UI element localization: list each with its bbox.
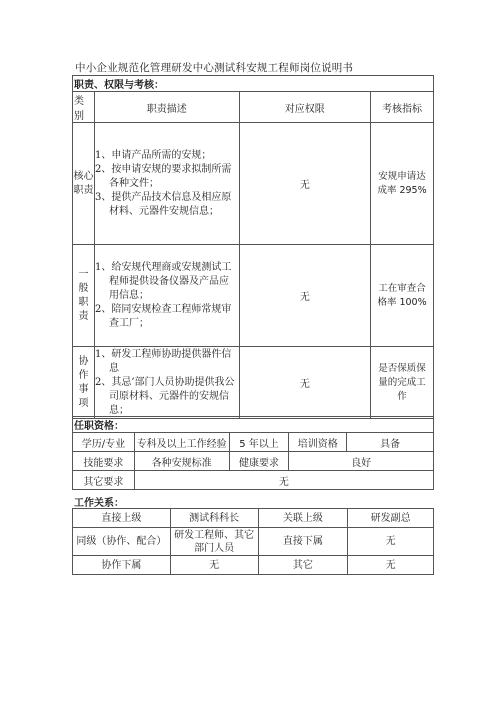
metric-text: 格率 100% [377, 296, 427, 308]
category-cell [73, 245, 95, 347]
category-text: 职责 [73, 184, 94, 196]
coop-sub-value: 无 [170, 556, 258, 575]
duty-row-core [73, 123, 434, 245]
metric-cell [371, 245, 434, 347]
metric-text: 成率 295% [377, 184, 427, 196]
authority-cell: 无 [239, 347, 371, 419]
relation-row-superior [73, 509, 434, 528]
category-text: 核心 [73, 170, 94, 182]
duties-section-label: 职责、权限与考核： [73, 76, 434, 92]
duty-item: 1、给安规代理商或安规测试工程师提供设备仪器及产品应用信息； [94, 261, 232, 301]
training-value: 具备 [347, 433, 434, 452]
category-header: 类别 [73, 92, 95, 123]
other-relation-value: 无 [348, 556, 434, 575]
duty-item: 3、提供产品技术信息及相应原材料、元器件安规信息； [94, 191, 232, 217]
edu-value: 专科及以上工作经验 [134, 433, 229, 452]
authority-cell: 无 [239, 123, 371, 245]
category-cell [73, 347, 95, 419]
health-label: 健康要求 [229, 452, 289, 471]
description-cell [94, 347, 239, 419]
duty-item: 2、按申请安规的要求拟制所需各种文件； [94, 163, 232, 189]
category-text: 一 [78, 268, 89, 280]
related-superior-label: 关联上级 [258, 509, 348, 528]
category-text: 事 [78, 383, 89, 395]
duty-item: 1、研发工程师协助提供器件信息 [94, 348, 232, 374]
relation-row-peer [73, 528, 434, 556]
category-text: 作 [78, 369, 89, 381]
superior-value: 测试科科长 [170, 509, 258, 528]
description-cell [94, 245, 239, 347]
category-text: 协 [78, 355, 89, 367]
metric-text: 工在审查合 [378, 282, 426, 294]
skill-value: 各种安规标准 [134, 452, 229, 471]
qual-row-education [73, 433, 434, 452]
subordinate-value: 无 [348, 528, 434, 556]
duty-item: 2、陪同安规检查工程师常规审查工厂； [94, 303, 232, 329]
authority-header: 对应权限 [239, 92, 371, 123]
metric-cell [371, 123, 434, 245]
description-header: 职责描述 [94, 92, 239, 123]
description-cell [94, 123, 239, 245]
related-superior-value: 研发副总 [348, 509, 434, 528]
other-relation-label: 其它 [258, 556, 348, 575]
subordinate-label: 直接下属 [258, 528, 348, 556]
duty-row-cooperation [73, 347, 434, 419]
relations-table [72, 508, 434, 575]
other-label: 其它要求 [73, 471, 135, 490]
metric-text: 是否保质保 [378, 362, 426, 374]
qualifications-table [72, 416, 434, 490]
duty-item: 2、其忌’部门人员协助提供我公司原材料、元器件的安规信息； [94, 376, 235, 416]
metric-header: 考核指标 [371, 92, 434, 123]
exp-value: 5 年以上 [229, 433, 289, 452]
category-cell [73, 123, 95, 245]
training-label: 培训资格 [289, 433, 347, 452]
category-text: 项 [78, 397, 89, 409]
metric-text: 安规申请达 [378, 170, 426, 182]
qual-row-other [73, 471, 434, 490]
skill-label: 技能要求 [73, 452, 135, 471]
metric-cell [371, 347, 434, 419]
category-text: 般 [78, 282, 89, 294]
duty-row-general [73, 245, 434, 347]
relation-row-coop [73, 556, 434, 575]
qual-row-skills [73, 452, 434, 471]
duty-item: 1、申请产品所需的安规； [94, 149, 212, 161]
health-value: 良好 [289, 452, 434, 471]
peer-value: 研发工程师、其它部门人员 [170, 528, 258, 556]
category-text: 职 [78, 296, 89, 308]
category-text: 责 [78, 310, 89, 322]
duties-table [72, 75, 434, 419]
quals-section-label: 任职资格： [73, 417, 434, 433]
superior-label: 直接上级 [73, 509, 171, 528]
document-title: 中小企业规范化管理研发中心测试科安规工程师岗位说明书 [75, 62, 354, 74]
edu-label: 学历/专业 [73, 433, 135, 452]
metric-text: 作 [397, 390, 407, 402]
authority-cell: 无 [239, 245, 371, 347]
metric-text: 量的完成工 [378, 376, 426, 388]
coop-sub-label: 协作下属 [73, 556, 171, 575]
peer-label: 同级（协作、配合） [73, 528, 171, 556]
other-value: 无 [134, 471, 433, 490]
relations-section-label: 工作关系： [74, 498, 124, 509]
